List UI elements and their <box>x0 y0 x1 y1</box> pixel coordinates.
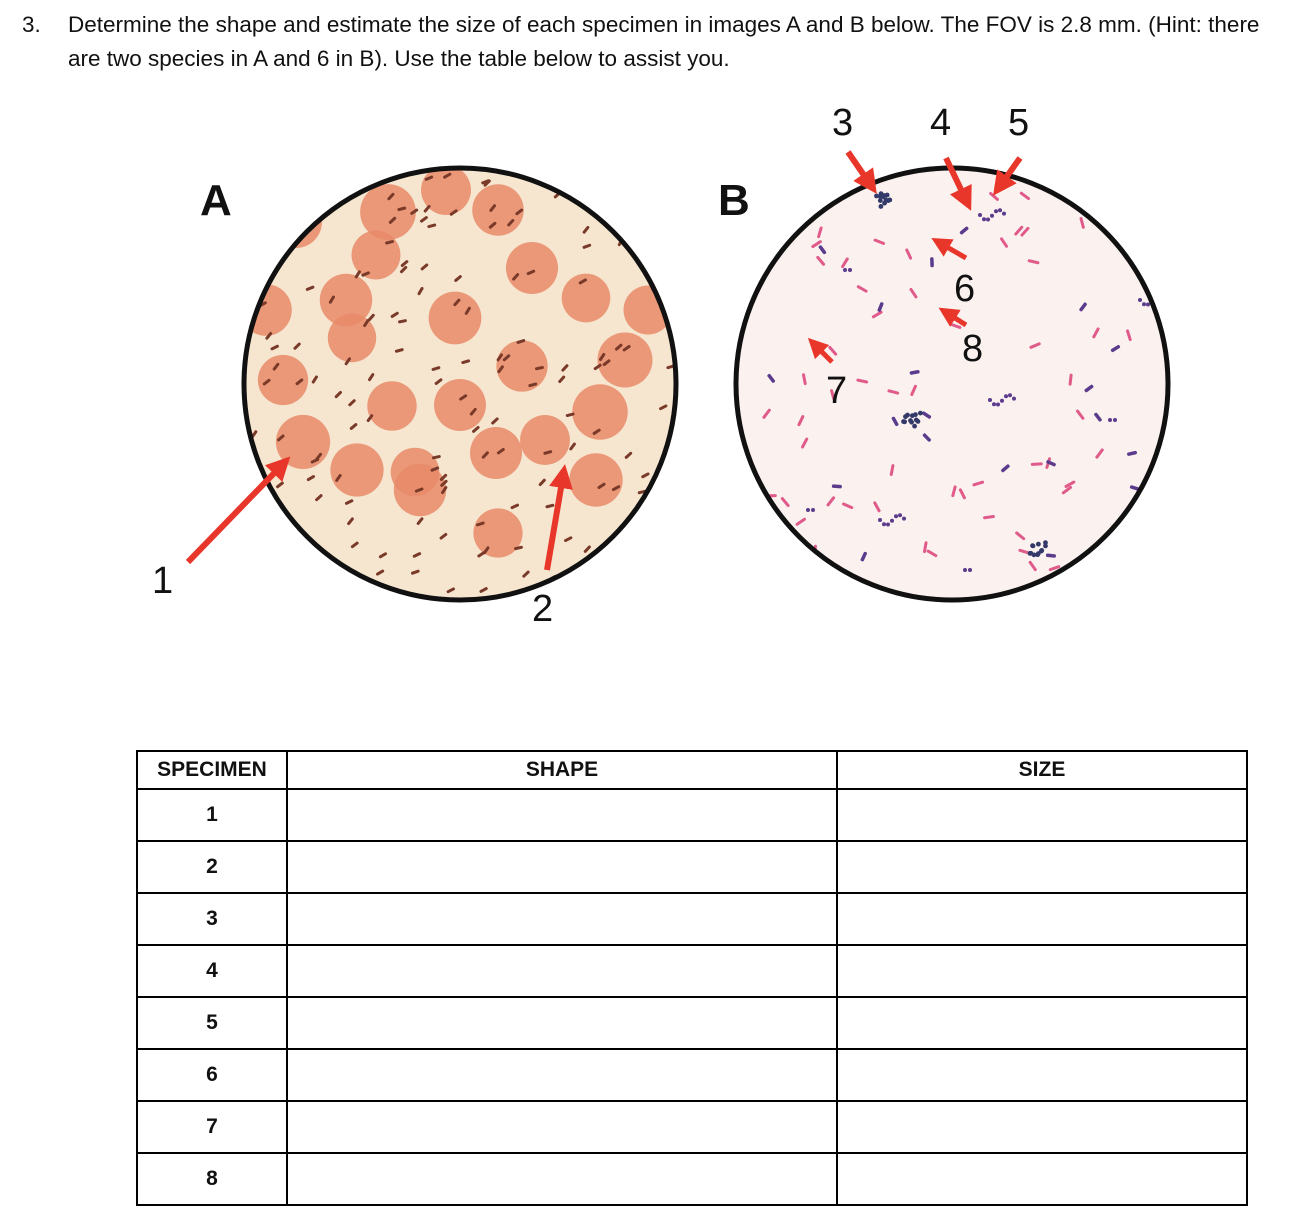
coccus-cluster-cell <box>913 412 918 417</box>
rod-bacterium <box>260 265 269 272</box>
coccus-chain-cell <box>986 218 990 222</box>
table-row <box>137 945 1247 997</box>
coccus-chain-cell <box>1142 302 1146 306</box>
rod-bacterium <box>763 241 772 253</box>
red-blood-cell <box>506 242 558 294</box>
coccus-pair-cell <box>1113 418 1117 422</box>
specimen-cell: 5 <box>137 997 287 1049</box>
rod-bacterium <box>603 590 612 596</box>
table-row <box>137 997 1247 1049</box>
coccus-chain-cell <box>978 213 982 217</box>
size-cell[interactable] <box>837 1049 1247 1101</box>
rod-bacterium <box>292 206 301 214</box>
red-blood-cell <box>597 332 652 387</box>
coccus-chain-cell <box>878 518 882 522</box>
specimen-cell: 3 <box>137 893 287 945</box>
callout-5: 5 <box>1008 102 1030 144</box>
shape-cell[interactable] <box>287 841 837 893</box>
coccus-chain-cell <box>1138 298 1142 302</box>
coccus-pair-cell <box>806 508 810 512</box>
callout-3: 3 <box>832 102 854 144</box>
shape-cell[interactable] <box>287 1049 837 1101</box>
rod-bacterium <box>651 249 660 257</box>
coccus-cluster-cell <box>878 204 883 209</box>
coccus-cluster-cell <box>1036 542 1041 547</box>
rod-bacterium <box>607 182 616 189</box>
size-cell[interactable] <box>837 789 1247 841</box>
size-cell[interactable] <box>837 1101 1247 1153</box>
rod-bacterium <box>652 172 661 180</box>
rod-bacterium <box>1139 574 1149 585</box>
coccus-chain-cell <box>882 522 886 526</box>
table-row <box>137 1049 1247 1101</box>
coccus-chain-cell <box>988 398 992 402</box>
rod-bacterium <box>260 236 269 242</box>
shape-cell[interactable] <box>287 945 837 997</box>
arrow-1 <box>188 465 282 562</box>
coccus-cluster-cell <box>1028 551 1033 556</box>
rod-bacterium <box>285 578 294 584</box>
rod-bacterium <box>259 573 268 581</box>
coccus-chain-cell <box>1146 303 1150 307</box>
coccus-chain-cell <box>1154 294 1158 298</box>
size-cell[interactable] <box>837 997 1247 1049</box>
coccus-chain-cell <box>994 209 998 213</box>
table-header-row <box>137 751 1247 789</box>
coccus-cluster-cell <box>909 420 914 425</box>
coccus-chain-cell <box>902 517 906 521</box>
red-blood-cell <box>367 381 416 430</box>
coccus-chain-cell <box>982 217 986 221</box>
callout-1: 1 <box>152 560 174 602</box>
shape-cell[interactable] <box>287 997 837 1049</box>
coccus-cluster-cell <box>903 414 908 419</box>
table-row <box>137 1153 1247 1205</box>
rod-bacterium <box>289 223 296 232</box>
slide-a-image <box>240 165 676 600</box>
coccus-chain-cell <box>1158 293 1162 297</box>
coccus-pair-cell <box>843 268 847 272</box>
coccus-chain-cell <box>1002 212 1006 216</box>
table-row <box>137 789 1247 841</box>
coccus-chain-cell <box>886 523 890 527</box>
red-blood-cell <box>470 427 522 479</box>
red-blood-cell <box>429 292 482 345</box>
shape-cell[interactable] <box>287 893 837 945</box>
size-cell[interactable] <box>837 893 1247 945</box>
red-blood-cell <box>496 340 547 391</box>
coccus-pair-cell <box>1108 418 1112 422</box>
specimen-cell: 8 <box>137 1153 287 1205</box>
coccus-chain-cell <box>992 402 996 406</box>
question-text: Determine the shape and estimate the size of each specimen in images A and B below. The FOV is 2.8 mm. (Hint: there are two species in A and 6 in B). Use the table below to assist you. <box>68 12 1260 71</box>
figure-label-b: B <box>718 176 750 225</box>
header-shape: SHAPE <box>287 751 837 789</box>
specimen-cell: 4 <box>137 945 287 997</box>
size-cell[interactable] <box>837 841 1247 893</box>
red-blood-cell <box>330 443 383 496</box>
rod-bacterium <box>754 226 762 238</box>
specimen-cell: 1 <box>137 789 287 841</box>
table-row <box>137 893 1247 945</box>
coccus-chain-cell <box>1008 393 1012 397</box>
coccus-chain-cell <box>898 513 902 517</box>
coccus-chain-cell <box>990 214 994 218</box>
coccus-chain-cell <box>894 514 898 518</box>
shape-cell[interactable] <box>287 789 837 841</box>
coccus-chain-cell <box>1000 399 1004 403</box>
specimen-cell: 2 <box>137 841 287 893</box>
rod-bacterium <box>798 193 808 202</box>
callout-2: 2 <box>532 588 554 630</box>
table-row <box>137 841 1247 893</box>
rod-bacterium <box>286 542 295 550</box>
rod-bacterium <box>1083 570 1093 578</box>
specimen-cell: 6 <box>137 1049 287 1101</box>
rod-bacterium <box>930 257 934 267</box>
coccus-cluster-cell <box>1043 543 1048 548</box>
size-cell[interactable] <box>837 945 1247 997</box>
rod-bacterium <box>620 202 627 211</box>
coccus-cluster-cell <box>878 198 883 203</box>
rod-bacterium <box>256 271 264 280</box>
rod-bacterium <box>322 583 331 591</box>
red-blood-cell <box>520 415 570 465</box>
rod-bacterium <box>289 170 298 178</box>
callout-6: 6 <box>954 268 976 310</box>
shape-cell[interactable] <box>287 1101 837 1153</box>
rod-bacterium <box>253 176 261 185</box>
arrow-3 <box>848 152 870 184</box>
rod-bacterium <box>263 225 272 231</box>
coccus-cluster-cell <box>1030 543 1035 548</box>
red-blood-cell <box>276 415 330 469</box>
coccus-cluster-cell <box>912 424 917 429</box>
slide-b-image <box>736 168 1168 600</box>
coccus-cluster-cell <box>882 201 887 206</box>
coccus-cluster-cell <box>874 194 879 199</box>
coccus-cluster-cell <box>1036 551 1041 556</box>
callout-7: 7 <box>826 370 848 412</box>
rod-bacterium <box>374 587 381 596</box>
coccus-pair-cell <box>848 268 852 272</box>
header-specimen: SPECIMEN <box>137 751 287 789</box>
coccus-pair-cell <box>963 568 967 572</box>
question-number: 3. <box>22 12 41 37</box>
shape-cell[interactable] <box>287 1153 837 1205</box>
rod-bacterium <box>266 202 273 211</box>
figure-label-a: A <box>200 176 232 225</box>
coccus-pair-cell <box>811 508 815 512</box>
rod-bacterium <box>284 228 292 237</box>
coccus-chain-cell <box>890 519 894 523</box>
rod-bacterium <box>1120 560 1132 563</box>
coccus-cluster-cell <box>882 193 887 198</box>
callout-8: 8 <box>962 328 984 370</box>
red-blood-cell <box>472 184 524 236</box>
specimen-table <box>136 750 1248 1206</box>
rod-bacterium <box>816 569 828 575</box>
coccus-chain-cell <box>996 403 1000 407</box>
callout-4: 4 <box>930 102 952 144</box>
coccus-cluster-cell <box>901 419 906 424</box>
red-blood-cell <box>473 508 522 557</box>
rod-bacterium <box>646 206 655 214</box>
red-blood-cell <box>434 379 486 431</box>
red-blood-cell <box>572 384 628 440</box>
coccus-chain-cell <box>1162 297 1166 301</box>
coccus-chain-cell <box>1004 394 1008 398</box>
header-size: SIZE <box>837 751 1247 789</box>
coccus-pair-cell <box>968 568 972 572</box>
size-cell[interactable] <box>837 1153 1247 1205</box>
table-row <box>137 1101 1247 1153</box>
coccus-chain-cell <box>1012 397 1016 401</box>
rod-bacterium <box>350 175 359 180</box>
rod-bacterium <box>287 229 296 237</box>
coccus-chain-cell <box>998 208 1002 212</box>
rod-bacterium <box>611 580 620 585</box>
coccus-cluster-cell <box>918 411 923 416</box>
red-blood-cell <box>360 184 416 240</box>
red-blood-cell <box>569 453 622 506</box>
specimen-cell: 7 <box>137 1101 287 1153</box>
coccus-cluster-cell <box>914 417 919 422</box>
